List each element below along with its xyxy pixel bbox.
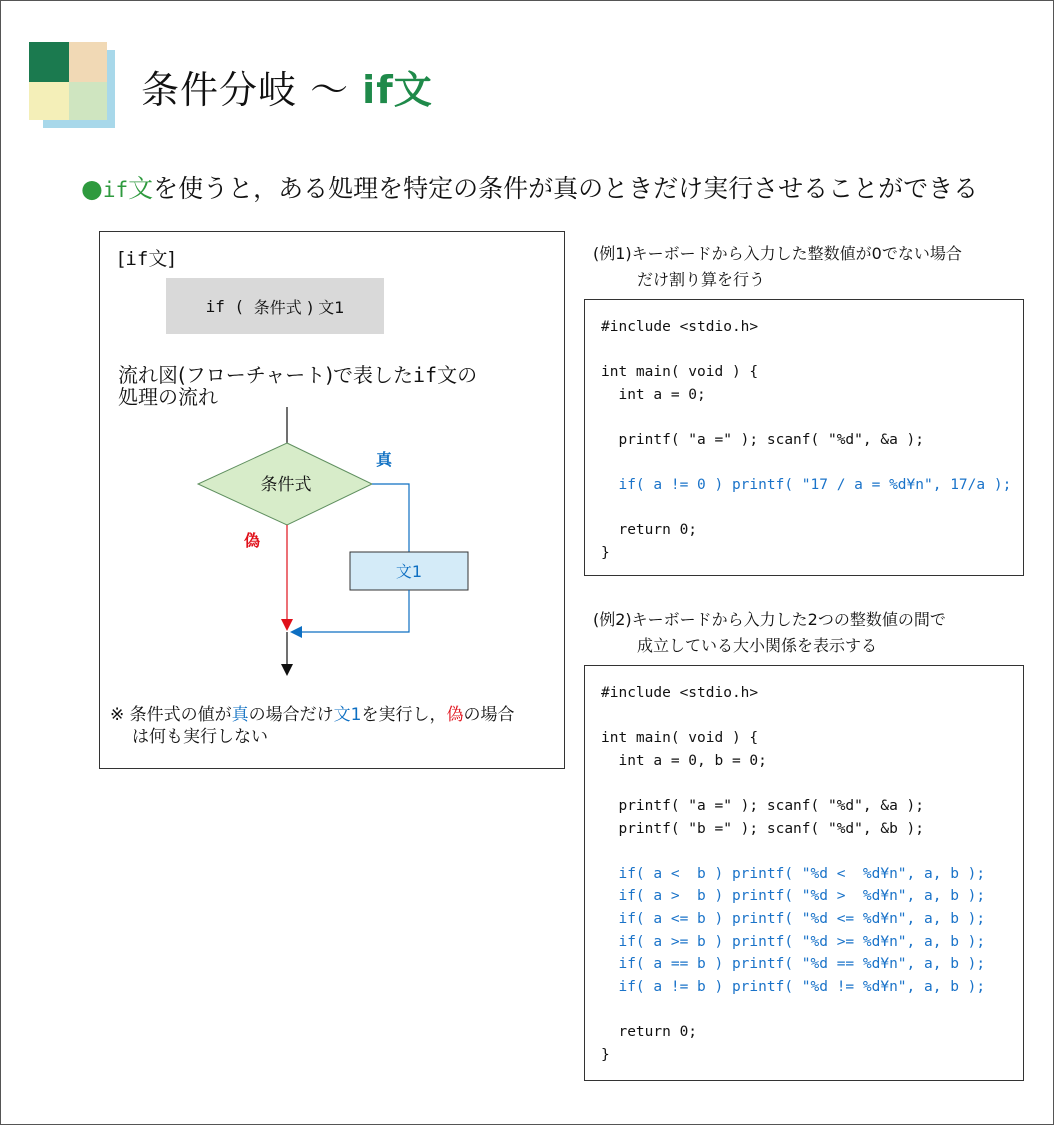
code-line: int a = 0, b = 0; [601,752,767,769]
summary-bullet [81,169,978,205]
false-label: 偽 [243,531,261,550]
code-line: } [601,544,610,561]
flowchart-heading: 流れ図(フローチャート)で表したif文の 処理の流れ [118,363,478,409]
code-line: if( a <= b ) printf( "%d <= %d¥n", a, b ); [601,910,986,927]
code-line [601,339,1023,362]
code-line [601,772,1023,795]
code-line: int main( void ) { [601,364,759,381]
code-line: if( a >= b ) printf( "%d >= %d¥n", a, b ); [601,933,986,950]
code-line: int a = 0; [601,386,706,403]
code-line [601,406,1023,429]
example2-title: (例2)キーボードから入力した2つの整数値の間で 成立している大小関係を表示する [593,610,946,655]
statement-text: 文1 [395,562,423,581]
example1-code [584,299,1024,576]
page-title [141,59,433,114]
code-line [601,705,1023,728]
bullet-text: を使うと，ある処理を特定の条件が真のときだけ実行させることができる [153,174,979,203]
bullet-keyword: if [102,178,129,202]
bullet-dot: ● [81,174,103,203]
syntax-rest: 条件式 ) 文1 [253,297,345,317]
code-line: if( a == b ) printf( "%d == %d¥n", a, b ); [601,956,986,973]
code-line: } [601,1046,610,1063]
if-syntax-panel [99,231,565,769]
code-line [601,452,1023,475]
code-line [601,840,1023,863]
code-line: printf( "b =" ); scanf( "%d", &b ); [601,820,925,837]
title-main: 条件分岐 〜 [141,68,363,112]
title-accent: if文 [362,68,433,112]
code-line: if( a != 0 ) printf( "17 / a = %d¥n", 17/a ); [601,477,1012,494]
if-syntax-label: [if文] [118,248,175,270]
code-line: if( a > b ) printf( "%d > %d¥n", a, b ); [601,888,986,905]
code-line: return 0; [601,1023,698,1040]
code-line: printf( "a =" ); scanf( "%d", &a ); [601,797,925,814]
code-line [601,497,1023,520]
code-line: return 0; [601,522,698,539]
if-syntax-box [166,278,384,334]
code-line: #include <stdio.h> [601,319,759,335]
code-line: int main( void ) { [601,730,759,747]
condition-text: 条件式 [260,475,312,495]
true-label: 真 [375,450,393,469]
example2-code [584,665,1024,1081]
bullet-keyword-suffix: 文 [128,174,154,203]
logo-squares [29,42,117,130]
code-line [601,998,1023,1021]
true-branch-line [372,484,409,552]
example1-title: (例1)キーボードから入力した整数値が0でない場合 だけ割り算を行う [593,244,962,289]
flowchart-note: ※ 条件式の値が真の場合だけ文1を実行し，偽の場合 は何も実行しない [110,705,515,747]
code-line: if( a < b ) printf( "%d < %d¥n", a, b ); [601,865,986,882]
syntax-keyword: if ( [205,296,254,316]
statement-return-line [296,590,409,632]
code-line: if( a != b ) printf( "%d != %d¥n", a, b ); [601,978,986,995]
code-line: #include <stdio.h> [601,685,759,701]
code-line: printf( "a =" ); scanf( "%d", &a ); [601,431,925,448]
